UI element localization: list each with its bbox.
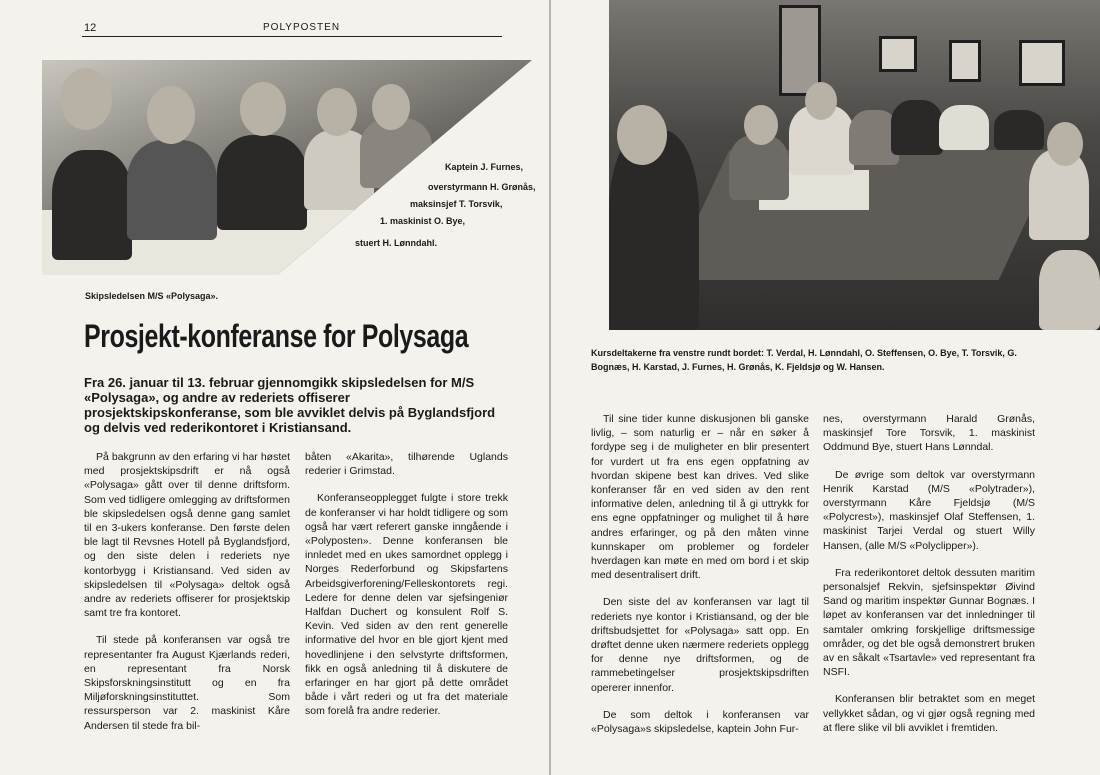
text-column-2 — [305, 450, 508, 732]
person-head — [617, 105, 667, 165]
article-title: Prosjekt-konferanse for Polysaga — [84, 318, 469, 354]
paragraph: Til sine tider kunne diskusjonen bli ganske livlig, – som naturlig er – når en søker å fordype seg i de muligheter en blir presentert for vurdert ut fra ens egen oppfatning av hvordan skipene best kan drives. Ved slike konferanser får en ved siden av den rent informative delen, anledning til å gi uttrykk for ens egne oppfatninger og mulighet til å høre andres erfaringer, og på den måten vinne kunnskaper om problemer og fordeler hverdagen kan møte en med om bord i et skip med desentralisert drift. — [591, 413, 809, 582]
page-number: 12 — [84, 22, 97, 34]
paragraph: På bakgrunn av den erfaring vi har høstet med prosjektskipsdrift er nå også «Polysaga» gått over til denne driftsform. Som ved tidligere omlegging av driftsformen ble skipsledelsen også denne gang samlet til en 3-ukers konferanse. Den første delen ble lagt til Revsnes Hotell på Byglandsfjord, og den siste delen i rederiets nye kontorbygg i Kristiansand. Ved siden av skipsledelsen til «Polysaga» deltok også andre av rederiets offiserer for prosjektskip samt tre fra kontoret. — [84, 451, 290, 620]
text-column-1 — [84, 450, 290, 746]
running-head: POLYPOSTEN — [263, 22, 341, 33]
meeting-photo — [609, 0, 1100, 330]
text-column-4 — [823, 412, 1035, 748]
photo-label-1: Kaptein J. Furnes, — [445, 162, 524, 172]
person-head — [1047, 122, 1083, 166]
person-body — [939, 105, 989, 150]
paragraph: båten «Akarita», tilhørende Uglands rederier i Grimstad. — [305, 451, 508, 478]
paragraph: Den siste del av konferansen var lagt til rederiets nye kontor i Kristiansand, og der ble driftsbudsjettet for «Polysaga» satt opp. En drøftet denne uken nærmere rederiets opplegg for denne nye driftsformen, og de rammebetingelser prosjektskipsdriften opererer innenfor. — [591, 596, 809, 694]
photo-label-4: 1. maskinist O. Bye, — [380, 216, 466, 226]
person-body — [52, 150, 132, 260]
person-body — [994, 110, 1044, 150]
wall-picture — [1019, 40, 1065, 86]
wall-picture — [949, 40, 981, 82]
person-head — [60, 68, 112, 130]
paragraph: Til stede på konferansen var også tre representanter fra August Kjærlands rederi, en representant fra Norsk Skipsforskningsinstitutt og en fra Miljøforskningsinstituttet. Som ressursperson var 2. maskinist Kåre Andersen til stede fra bil- — [84, 634, 290, 732]
person-body — [127, 140, 217, 240]
person-body — [217, 135, 307, 230]
left-page — [0, 0, 549, 775]
header-rule — [82, 36, 502, 37]
photo-caption: Skipsledelsen M/S «Polysaga». — [85, 291, 219, 301]
photo-label-5: stuert H. Lønndahl. — [355, 238, 437, 248]
person-head — [147, 86, 195, 144]
paragraph: De øvrige som deltok var overstyrmann Henrik Karstad (M/S «Polytrader»), overstyrmann Kåre Fjeldsjø (M/S «Polycrest»), maskinsjef Olaf Steffensen, 1. maskinist Tarjei Verdal og stuert Willy Hansen, (alle M/S «Polyclipper»). — [823, 468, 1035, 552]
wall-picture — [879, 36, 917, 72]
person-head — [317, 88, 357, 136]
person-head — [805, 82, 837, 120]
person-body — [1039, 250, 1100, 330]
right-page — [551, 0, 1100, 775]
person-head — [372, 84, 410, 130]
paragraph: Konferanseopplegget fulgte i store trekk de konferanser vi har holdt tidligere og som også har vært referert ganske inngående i «Polyposten». Denne konferansen ble innledet med en ukes samordnet opplegg i Norges Rederforbund og Skipsfartens Arbeidsgiverforening/Felleskontorets regi. Ledere for denne delen var sjefsingeniør Halfdan Duchert og konsulent Rolf S. Kevin. Ved siden av den rent generelle informative del hvor en ble gjort kjent med hovedlinjene i den selvstyrte driftsformen, fikk en også anledning til å diskutere de erfaringer en har gjort på dette området både i vårt rederi og ut fra det materiale som forelå fra andre rederier. — [305, 492, 508, 718]
photo-label-3: maksinsjef T. Torsvik, — [410, 199, 503, 209]
person-head — [744, 105, 778, 145]
person-head — [240, 82, 286, 136]
paragraph: Fra rederikontoret deltok dessuten maritim personalsjef Rekvin, sjefsinspektør Øivind Sand og maritim inspektør Gunnar Bognæs. I løpet av konferansen var det innledninger til samtaler omkring forskjellige driftsmessige områder, og det ble også demonstrert bruken av en såkalt «Tsartavle» ved representant fra NSFI. — [823, 566, 1035, 679]
person-body — [891, 100, 943, 155]
text-column-3 — [591, 412, 809, 749]
paragraph: De som deltok i konferansen var «Polysaga»s skipsledelse, kaptein John Fur- — [591, 708, 809, 736]
paragraph: nes, overstyrmann Harald Grønås, maskinsjef Tore Torsvik, 1. maskinist Oddmund Bye, stuert Hans Lønndal. — [823, 413, 1035, 454]
lead-paragraph: Fra 26. januar til 13. februar gjennomgikk skipsledelsen for M/S «Polysaga», og andre av rederiets offiserer prosjektskipskonferanse, som ble avviklet delvis på Byglandsfjord og delvis ved rederikontoret i Kristiansand. — [84, 375, 496, 435]
photo-caption: Kursdeltakerne fra venstre rundt bordet: T. Verdal, H. Lønndahl, O. Steffensen, O. Bye, T. Torsvik, G. Bognæs, H. Karstad, J. Furnes, H. Grønås, K. Fjeldsjø og W. Hansen. — [591, 348, 1017, 372]
photo-label-2: overstyrmann H. Grønås, — [428, 182, 536, 192]
paragraph: Konferansen blir betraktet som en meget vellykket sådan, og vi gjør også regning med at flere slike vil bli avviklet i fremtiden. — [823, 693, 1035, 734]
